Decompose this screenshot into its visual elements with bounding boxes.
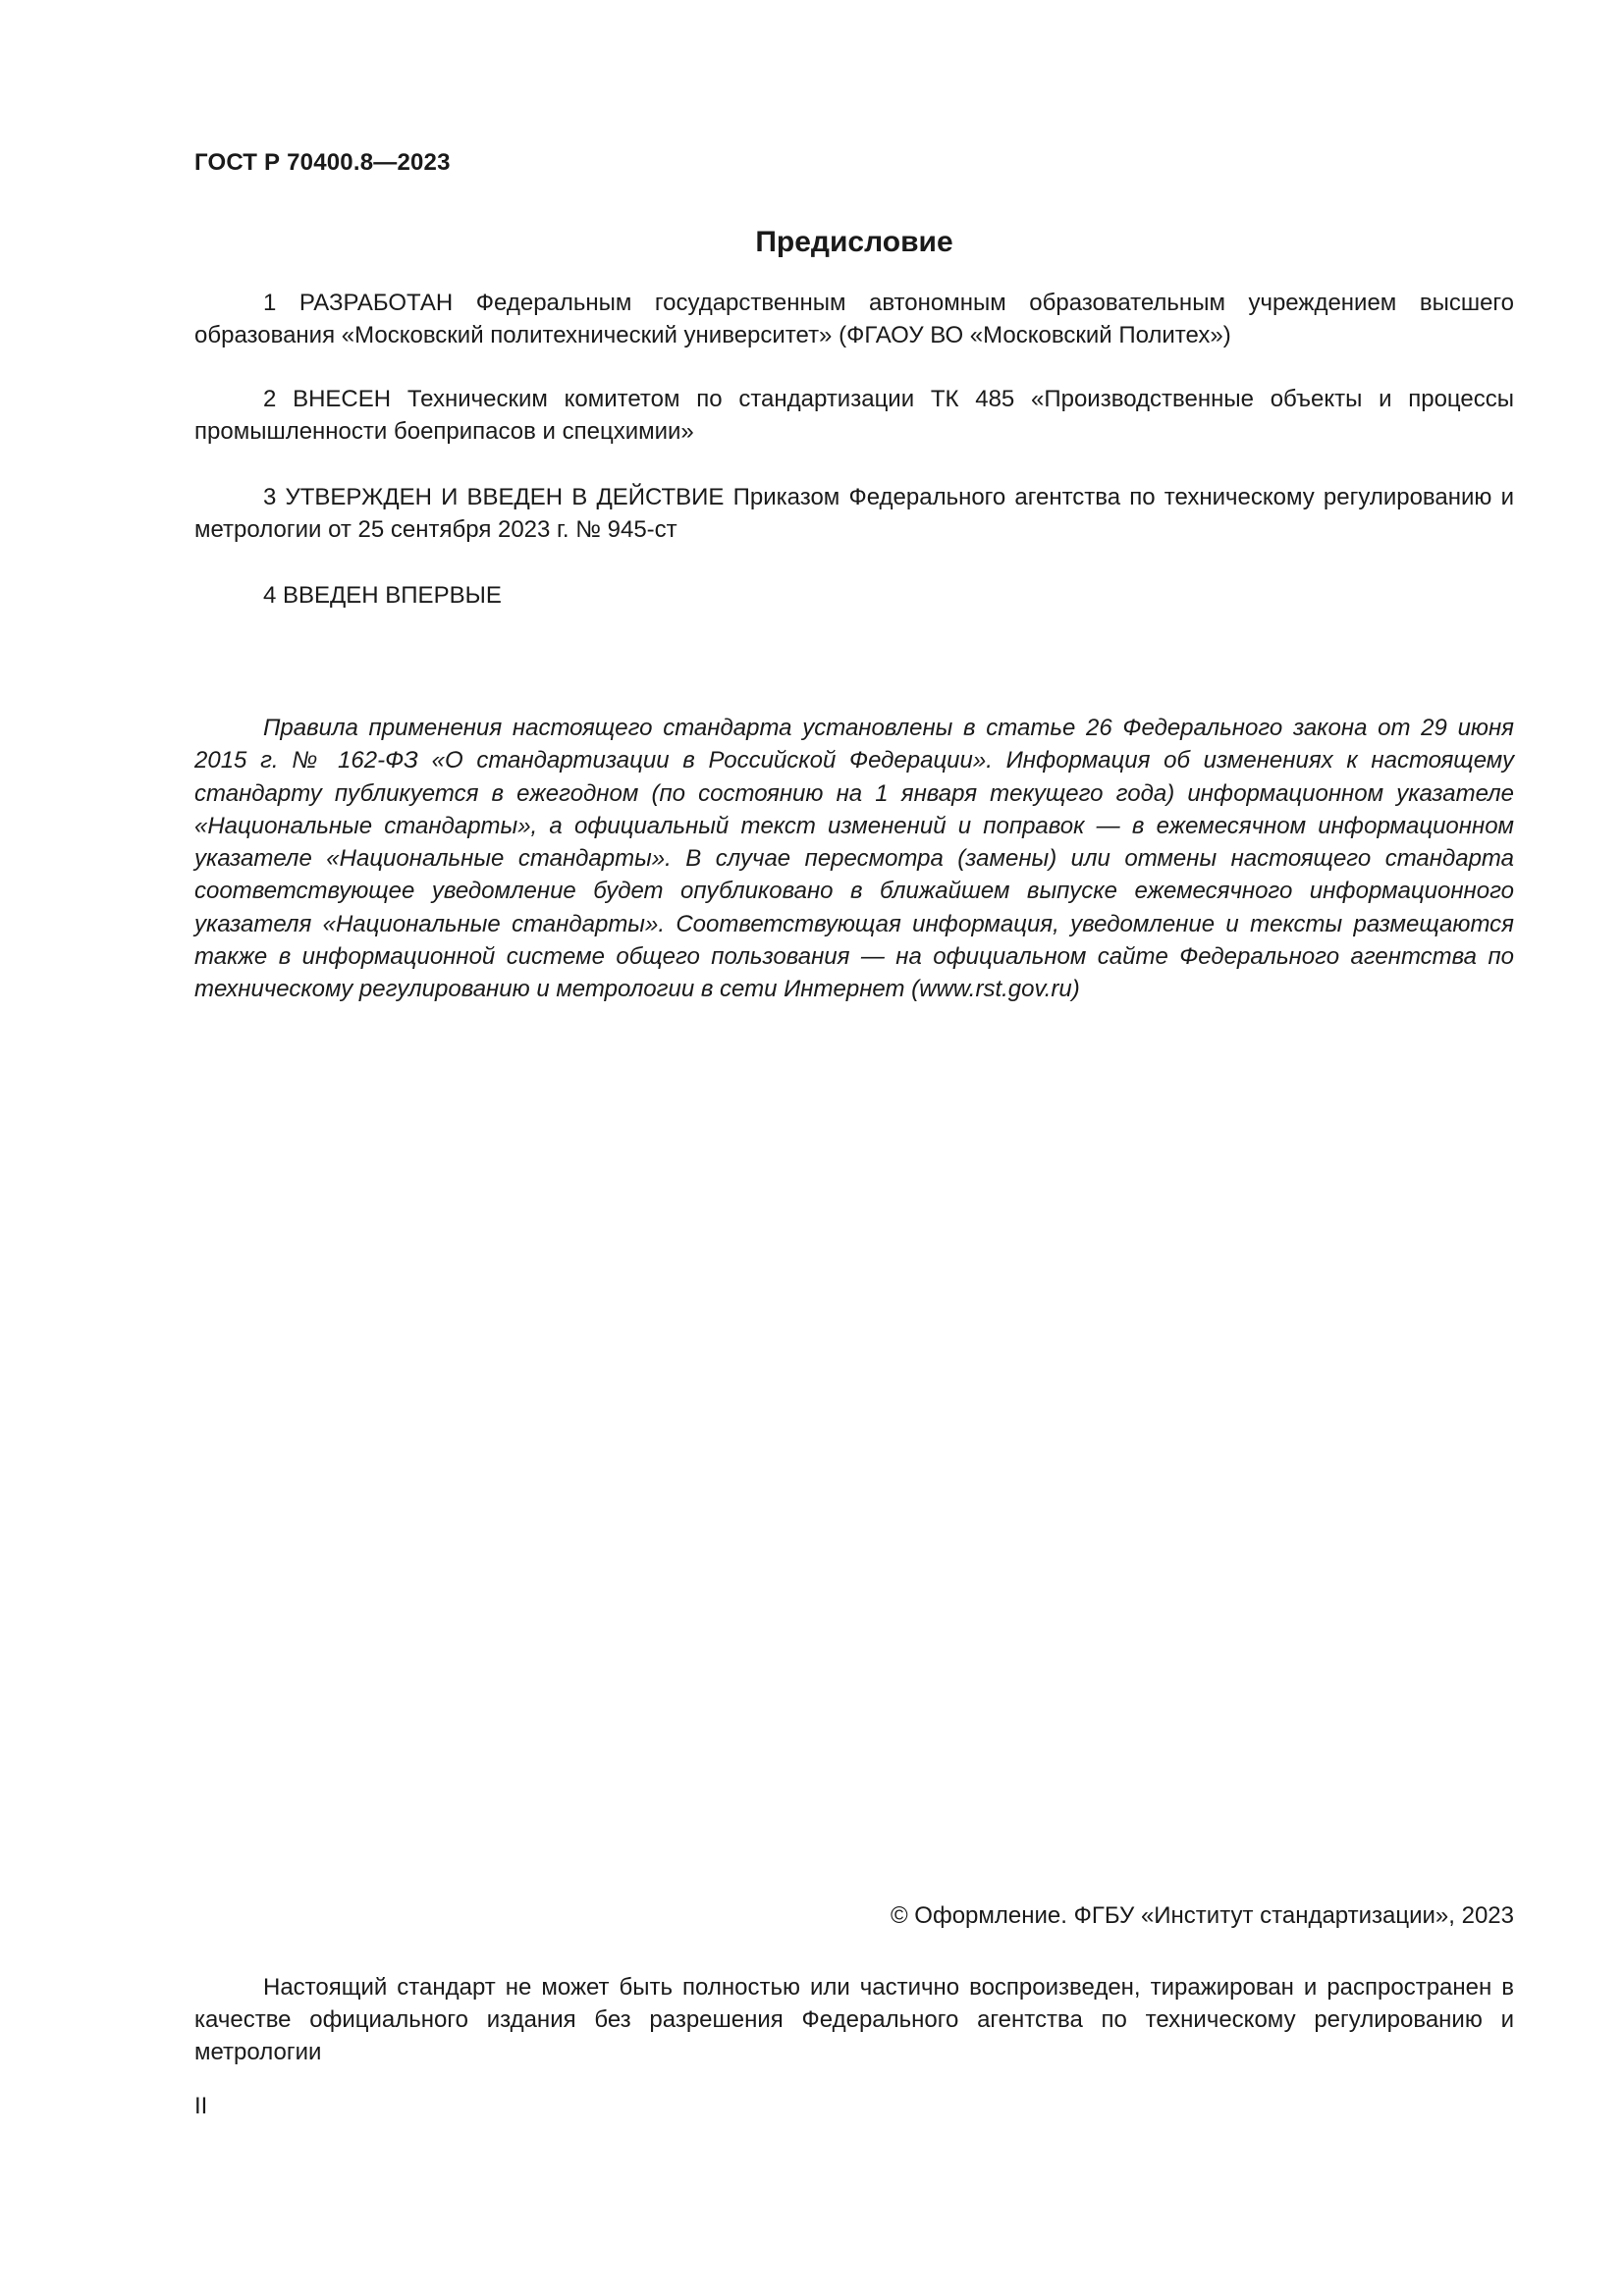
document-id: ГОСТ Р 70400.8—2023 [194, 149, 451, 176]
foreword-item-1: 1 РАЗРАБОТАН Федеральным государственным автономным образовательным учреждением высшего образования «Московский политехнический университет» (ФГАОУ ВО «Московский Политех») [194, 290, 1514, 348]
foreword-item-2: 2 ВНЕСЕН Техническим комитетом по стандартизации ТК 485 «Производственные объекты и процессы промышленности боеприпасов и спецхимии» [194, 386, 1514, 445]
page-title: Предисловие [755, 226, 953, 258]
reproduction-notice: Настоящий стандарт не может быть полностью или частично воспроизведен, тиражирован и распространен в качестве официального издания без разрешения Федерального агентства по техническому регулированию и метрологии [194, 1974, 1514, 2065]
foreword-item-3: 3 УТВЕРЖДЕН И ВВЕДЕН В ДЕЙСТВИЕ Приказом Федерального агентства по техническому регулированию и метрологии от 25 сентября 2023 г. № 945-ст [194, 484, 1514, 543]
copyright-line: © Оформление. ФГБУ «Институт стандартизации», 2023 [890, 1902, 1514, 1929]
rules-notice: Правила применения настоящего стандарта установлены в статье 26 Федерального закона от 29 июня 2015 г. № 162-ФЗ «О стандартизации в Российской Федерации». Информация об изменениях к настоящему стандарту публикуется в ежегодном (по состоянию на 1 января текущего года) информационном указателе «Национальные стандарты», а официальный текст изменений и поправок — в ежемесячном информационном указателе «Национальные стандарты». В случае пересмотра (замены) или отмены настоящего стандарта соответствующее уведомление будет опубликовано в ближайшем выпуске ежемесячного информационного указателя «Национальные стандарты». Соответствующая информация, уведомление и тексты размещаются также в информационной системе общего пользования — на официальном сайте Федерального агентства по техническому регулированию и метрологии в сети Интернет (www.rst.gov.ru) [194, 715, 1514, 1003]
foreword-item-4: 4 ВВЕДЕН ВПЕРВЫЕ [263, 582, 502, 609]
page-number: II [194, 2093, 208, 2119]
